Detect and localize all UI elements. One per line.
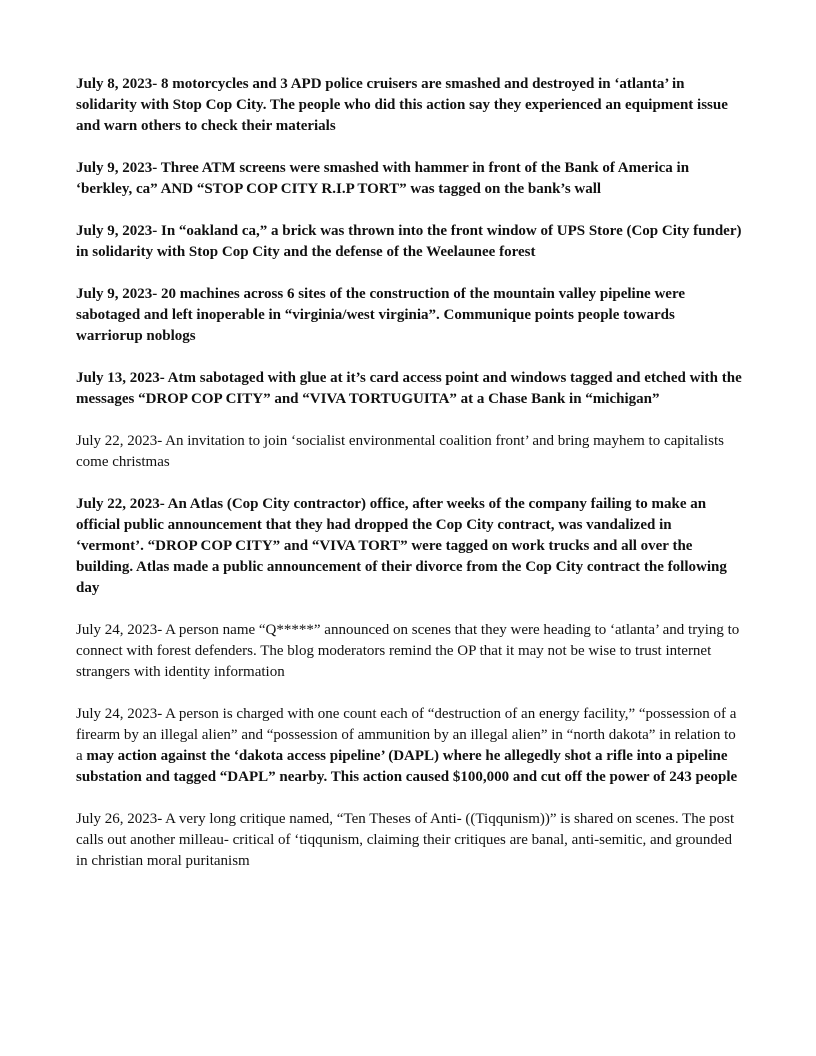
entry-jul-24-scenes [76, 620, 742, 683]
entry-text-bold: may action against the ‘dakota access pipeline’ (DAPL) where he allegedly shot a rifle into a pipeline substation and tagged “DAPL” nearby. This action caused $100,000 and cut off the power of 243 people [76, 748, 738, 785]
entry-jul-9-oakland [76, 221, 742, 263]
entry-text: July 8, 2023- 8 motorcycles and 3 APD police cruisers are smashed and destroyed in ‘atlanta’ in solidarity with Stop Cop City. The people who did this action say they experienced an equipment issue and warn others to check their materials [76, 76, 728, 134]
entry-text: July 9, 2023- Three ATM screens were smashed with hammer in front of the Bank of America in ‘berkley, ca” AND “STOP COP CITY R.I.P TORT” was tagged on the bank’s wall [76, 160, 690, 197]
entry-text: July 24, 2023- A person is charged with one count each of “destruction of an energy facility,” “possession of a firearm by an illegal alien” and “possession of ammunition by an illegal alien” in “north dakota” in relation to a [76, 706, 737, 764]
entry-jul-9-atm [76, 158, 742, 200]
entry-text: July 9, 2023- 20 machines across 6 sites of the construction of the mountain valley pipeline were sabotaged and left inoperable in “virginia/west virginia”. Communique points people towards warriorup noblogs [76, 286, 686, 344]
entry-jul-9-pipeline [76, 284, 742, 347]
entry-text: July 13, 2023- Atm sabotaged with glue at it’s card access point and windows tagged and etched with the messages “DROP COP CITY” and “VIVA TORTUGUITA” at a Chase Bank in “michigan” [76, 370, 742, 407]
entry-text: July 24, 2023- A person name “Q*****” announced on scenes that they were heading to ‘atlanta’ and trying to connect with forest defenders. The blog moderators remind the OP that it may not be wise to trust internet strangers with identity information [76, 622, 740, 680]
entry-jul-26 [76, 809, 742, 872]
entry-text: July 22, 2023- An invitation to join ‘socialist environmental coalition front’ and bring mayhem to capitalists come christmas [76, 433, 724, 470]
document-page [76, 74, 742, 893]
entry-jul-22-atlas [76, 494, 742, 599]
entry-jul-8 [76, 74, 742, 137]
entry-jul-22-invitation [76, 431, 742, 473]
entry-text: July 9, 2023- In “oakland ca,” a brick was thrown into the front window of UPS Store (Cop City funder) in solidarity with Stop Cop City and the defense of the Weelaunee forest [76, 223, 742, 260]
entry-jul-13 [76, 368, 742, 410]
entry-text: July 22, 2023- An Atlas (Cop City contractor) office, after weeks of the company failing to make an official public announcement that they had dropped the Cop City contract, was vandalized in ‘vermont’. “DROP COP CITY” and “VIVA TORT” were tagged on work trucks and all over the building. Atlas made a public announcement of their divorce from the Cop City contract the following day [76, 496, 727, 596]
entry-jul-24-charged [76, 704, 742, 788]
entry-text: July 26, 2023- A very long critique named, “Ten Theses of Anti- ((Tiqqunism))” is shared on scenes. The post calls out another milleau- critical of ‘tiqqunism, claiming their critiques are banal, anti-semitic, and grounded in christian moral puritanism [76, 811, 735, 869]
